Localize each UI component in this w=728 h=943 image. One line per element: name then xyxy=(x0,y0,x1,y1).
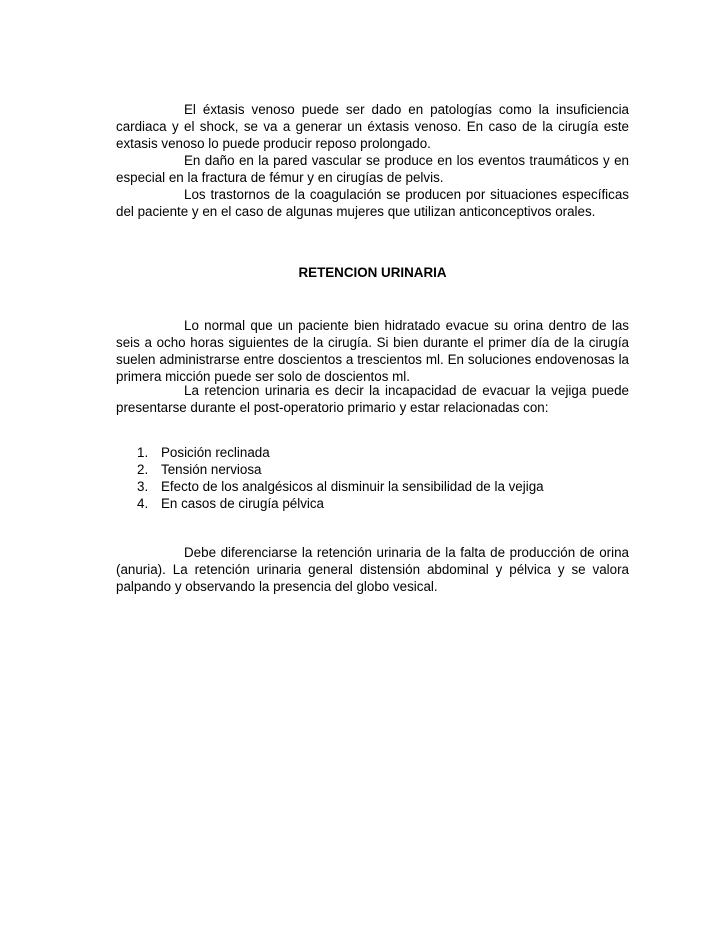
list-item xyxy=(137,461,544,478)
list-text: En casos de cirugía pélvica xyxy=(161,496,325,511)
numbered-list xyxy=(137,444,544,512)
list-text: Efecto de los analgésicos al disminuir la sensibilidad de la vejiga xyxy=(161,479,544,494)
paragraph-text: Debe diferenciarse la retención urinaria de la falta de producción de orina (anuria). La retención urinaria general distensión abdominal y pélvica y se valora palpando y observando la presencia del globo vesical. xyxy=(116,545,629,594)
paragraph-dano-pared-vascular xyxy=(116,152,629,186)
paragraph-extasis-venoso xyxy=(116,101,629,152)
paragraph-text: La retencion urinaria es decir la incapacidad de evacuar la vejiga puede presentarse durante el post-operatorio primario y estar relacionadas con: xyxy=(116,383,629,415)
paragraph-text: El éxtasis venoso puede ser dado en patologías como la insuficiencia cardiaca y el shock, se va a generar un éxtasis venoso. En caso de la cirugía este extasis venoso lo puede producir reposo prolongado. xyxy=(116,102,629,151)
list-item xyxy=(137,478,544,495)
paragraph-text: Lo normal que un paciente bien hidratado evacue su orina dentro de las seis a ocho horas siguientes de la cirugía. Si bien durante el primer día de la cirugía suelen administrarse entre doscientos a trescientos ml. En soluciones endovenosas la primera micción puede ser solo de doscientos ml. xyxy=(116,318,629,384)
paragraph-trastornos-coagulacion xyxy=(116,186,629,220)
paragraph-text: Los trastornos de la coagulación se producen por situaciones específicas del paciente y en el caso de algunas mujeres que utilizan anticonceptivos orales. xyxy=(116,187,629,219)
list-number: 3. xyxy=(137,479,149,494)
list-item xyxy=(137,495,544,512)
list-text: Tensión nerviosa xyxy=(161,462,262,477)
list-number: 1. xyxy=(137,445,149,460)
list-text: Posición reclinada xyxy=(161,445,270,460)
list-item xyxy=(137,444,544,461)
paragraph-diferenciar-anuria xyxy=(116,544,629,595)
list-number: 2. xyxy=(137,462,149,477)
section-heading: RETENCION URINARIA xyxy=(298,265,447,280)
paragraph-normal-orina xyxy=(116,317,629,385)
paragraph-text: En daño en la pared vascular se produce en los eventos traumáticos y en especial en la fractura de fémur y en cirugías de pelvis. xyxy=(116,153,629,185)
paragraph-retencion-definicion xyxy=(116,382,629,416)
list-number: 4. xyxy=(137,496,149,511)
